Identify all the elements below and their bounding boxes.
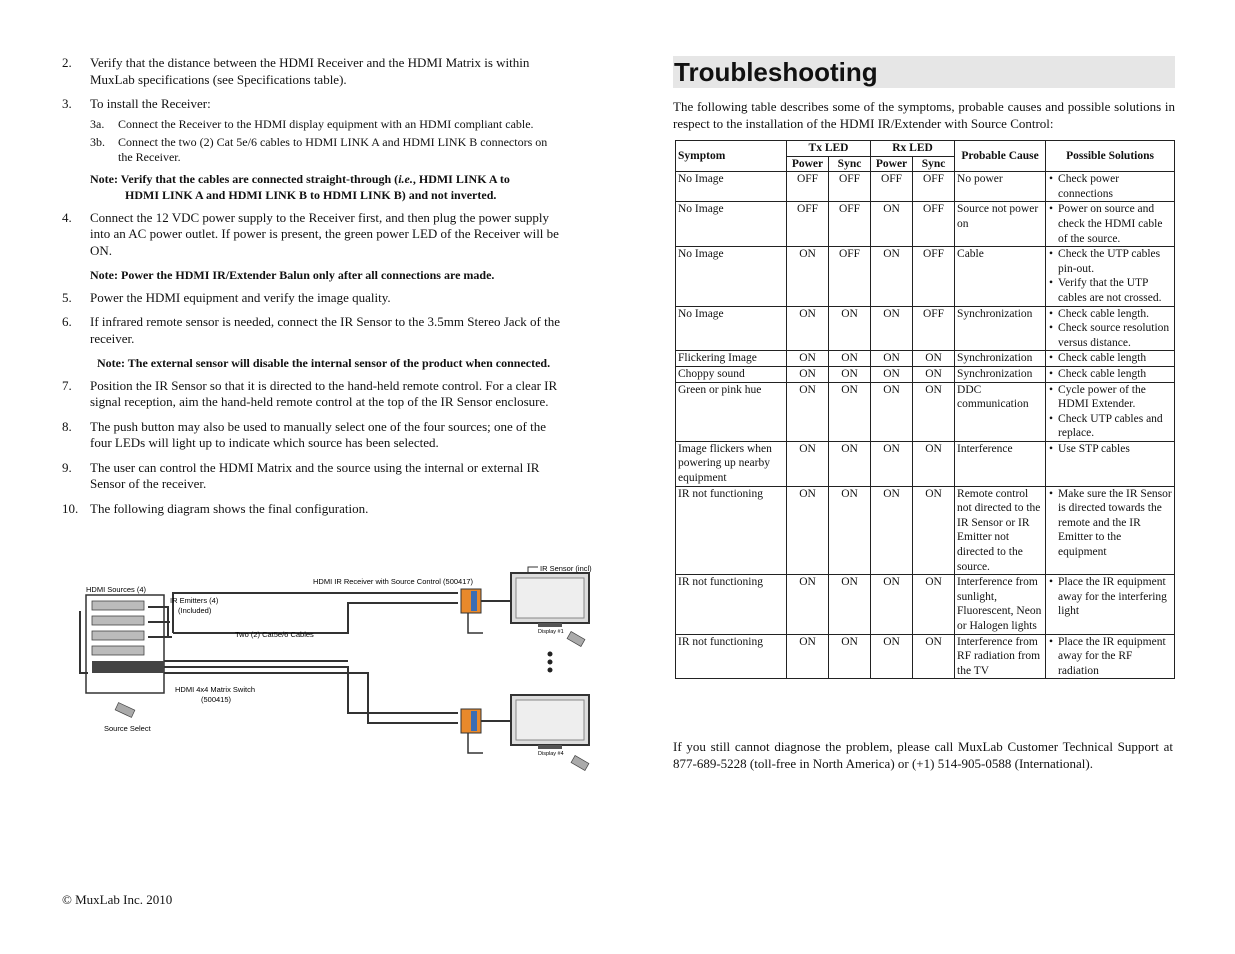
receiver-1 <box>461 589 481 613</box>
step-text: The push button may also be used to manually select one of the four sources; one of the four LEDs will light up to indicate which source has been selected. <box>90 418 546 450</box>
substep-3a <box>90 117 562 132</box>
step-text: The user can control the HDMI Matrix and the source using the internal or external IR Sensor of the receiver. <box>90 459 540 491</box>
cell-tx-sync: ON <box>829 441 871 486</box>
step-9 <box>62 460 562 493</box>
solution-item: • Make sure the IR Sensor is directed towards the remote and the IR Emitter to the equipment <box>1048 487 1172 560</box>
cell-rx-sync: OFF <box>913 172 955 202</box>
step-10 <box>62 501 562 518</box>
display-1 <box>511 573 589 627</box>
header-rx-power: Power <box>871 156 913 172</box>
step-number: 6. <box>62 314 72 329</box>
cell-rx-power: ON <box>871 202 913 247</box>
substep-number: 3b. <box>90 134 105 149</box>
solution-item: • Check cable length <box>1048 351 1172 366</box>
cell-rx-sync: OFF <box>913 306 955 351</box>
solutions-list <box>1048 442 1172 457</box>
matrix-switch-device <box>92 661 164 673</box>
note-text: Note: Verify that the cables are connected straight-through ( <box>90 171 399 186</box>
cell-tx-sync: ON <box>829 634 871 679</box>
header-tx-sync: Sync <box>829 156 871 172</box>
header-rx-led: Rx LED <box>871 141 955 157</box>
copyright-footer: © MuxLab Inc. 2010 <box>62 892 173 907</box>
substep-text: Connect the Receiver to the HDMI display equipment with an HDMI compliant cable. <box>118 116 534 131</box>
cell-rx-power: ON <box>871 351 913 367</box>
table-row <box>676 247 1175 306</box>
step-text: If infrared remote sensor is needed, connect the IR Sensor to the 3.5mm Stereo Jack of the receiver. <box>90 314 561 346</box>
table-row <box>676 486 1175 575</box>
cell-solutions <box>1046 575 1175 634</box>
header-tx-led: Tx LED <box>787 141 871 157</box>
table-row <box>676 306 1175 351</box>
solution-item: • Place the IR equipment away for the RF radiation <box>1048 635 1172 679</box>
label-display-4: Display #4 <box>538 751 564 757</box>
note-straight-through <box>90 171 562 204</box>
cell-rx-sync: ON <box>913 575 955 634</box>
cell-tx-power: ON <box>787 366 829 382</box>
step-6 <box>62 314 562 347</box>
step-text: Verify that the distance between the HDMI Receiver and the HDMI Matrix is within MuxLab specifications (see Specifications table). <box>90 55 530 87</box>
cell-tx-sync: ON <box>829 382 871 441</box>
solutions-list <box>1048 635 1172 679</box>
solutions-list <box>1048 247 1172 305</box>
cell-tx-sync: OFF <box>829 247 871 306</box>
cell-symptom: Choppy sound <box>676 366 787 382</box>
support-paragraph: If you still cannot diagnose the problem, please call MuxLab Customer Technical Support at 877-689-5228 (toll-free in North America) or (+1) 514-905-0588 (International). <box>673 739 1173 771</box>
display-4 <box>511 695 589 749</box>
step-5 <box>62 290 562 307</box>
table-row <box>676 382 1175 441</box>
cell-solutions <box>1046 202 1175 247</box>
step-text: Power the HDMI equipment and verify the image quality. <box>90 289 391 305</box>
cell-solutions <box>1046 634 1175 679</box>
step-number: 8. <box>62 418 72 434</box>
solution-item: • Power on source and check the HDMI cable of the source. <box>1048 202 1172 246</box>
cell-cause: Interference from sunlight, Fluorescent, Neon or Halogen lights <box>955 575 1046 634</box>
header-cause: Probable Cause <box>955 141 1046 172</box>
cell-tx-sync: ON <box>829 306 871 351</box>
solution-item: • Use STP cables <box>1048 442 1172 457</box>
cell-tx-sync: OFF <box>829 172 871 202</box>
step-2 <box>62 55 562 88</box>
solutions-list <box>1048 202 1172 246</box>
cell-cause: Source not power on <box>955 202 1046 247</box>
cell-solutions <box>1046 351 1175 367</box>
note-external-sensor: Note: The external sensor will disable the internal sensor of the product when connected. <box>97 356 551 370</box>
label-hdmi-sources: HDMI Sources (4) <box>86 585 147 594</box>
label-included: (Included) <box>178 606 212 615</box>
label-ir-emitters: IR Emitters (4) <box>170 596 219 605</box>
table-row <box>676 441 1175 486</box>
cell-cause: No power <box>955 172 1046 202</box>
table-body <box>676 172 1175 679</box>
cell-symptom: IR not functioning <box>676 575 787 634</box>
cell-solutions <box>1046 247 1175 306</box>
step-number: 3. <box>62 96 72 111</box>
cell-rx-power: ON <box>871 247 913 306</box>
note-text: HDMI LINK A and HDMI LINK B to HDMI LINK B) and not inverted. <box>125 188 497 202</box>
cell-cause: Synchronization <box>955 306 1046 351</box>
note-power: Note: Power the HDMI IR/Extender Balun only after all connections are made. <box>90 268 495 282</box>
header-rx-sync: Sync <box>913 156 955 172</box>
table-row <box>676 575 1175 634</box>
label-display-1: Display #1 <box>538 629 564 635</box>
solution-item: • Check cable length <box>1048 367 1172 382</box>
header-tx-power: Power <box>787 156 829 172</box>
substep-text: Connect the two (2) Cat 5e/6 cables to HDMI LINK A and HDMI LINK B connectors on the Receiver. <box>118 134 548 164</box>
troubleshooting-section <box>673 56 1175 132</box>
solution-item: • Cycle power of the HDMI Extender. <box>1048 383 1172 412</box>
solution-item: • Check source resolution versus distance. <box>1048 321 1172 350</box>
cell-cause: Cable <box>955 247 1046 306</box>
section-title: Troubleshooting <box>673 56 1175 88</box>
cell-symptom: No Image <box>676 202 787 247</box>
cell-cause: Remote control not directed to the IR Sensor or IR Emitter not directed to the source. <box>955 486 1046 575</box>
cell-rx-sync: ON <box>913 351 955 367</box>
table-row <box>676 172 1175 202</box>
cell-symptom: No Image <box>676 306 787 351</box>
label-matrix-id: (500415) <box>201 695 232 704</box>
substep-3b <box>90 135 562 165</box>
table-row <box>676 634 1175 679</box>
step-text: Position the IR Sensor so that it is directed to the hand-held remote control. For a clear IR signal reception, aim the hand-held remote control at the top of the IR Sensor enclosure. <box>90 377 558 409</box>
cell-solutions <box>1046 172 1175 202</box>
label-receiver: HDMI IR Receiver with Source Control (500417) <box>313 577 474 586</box>
cell-symptom: Flickering Image <box>676 351 787 367</box>
step-text: Connect the 12 VDC power supply to the Receiver first, and then plug the power supply into an AC power outlet. If power is present, the green power LED of the Receiver will be ON. <box>90 209 559 258</box>
ellipsis-dots <box>548 652 553 673</box>
cell-tx-power: OFF <box>787 172 829 202</box>
note-emphasis: i.e. <box>398 171 413 186</box>
cell-symptom: No Image <box>676 172 787 202</box>
cell-tx-power: ON <box>787 486 829 575</box>
cell-rx-power: ON <box>871 634 913 679</box>
cell-symptom: Green or pink hue <box>676 382 787 441</box>
configuration-diagram <box>78 563 596 778</box>
cell-tx-sync: ON <box>829 366 871 382</box>
installation-steps <box>62 55 562 525</box>
cell-symptom: IR not functioning <box>676 486 787 575</box>
label-ir-sensor: IR Sensor (incl) <box>540 564 592 573</box>
cell-tx-sync: OFF <box>829 202 871 247</box>
cell-symptom: IR not functioning <box>676 634 787 679</box>
cell-rx-sync: ON <box>913 634 955 679</box>
cell-rx-power: ON <box>871 306 913 351</box>
note-text: , HDMI LINK A to <box>412 171 510 186</box>
cell-cause: Synchronization <box>955 366 1046 382</box>
solution-item: • Check the UTP cables pin-out. <box>1048 247 1172 276</box>
label-cables: Two (2) Cat5e/6 Cables <box>235 630 314 639</box>
step-number: 7. <box>62 377 72 393</box>
troubleshooting-table <box>675 140 1175 679</box>
cell-rx-power: ON <box>871 382 913 441</box>
cell-solutions <box>1046 366 1175 382</box>
solution-item: • Check UTP cables and replace. <box>1048 412 1172 441</box>
table-header-row <box>676 141 1175 157</box>
substep-number: 3a. <box>90 116 105 131</box>
cell-tx-power: ON <box>787 306 829 351</box>
header-symptom: Symptom <box>676 141 787 172</box>
label-source-select: Source Select <box>104 724 151 733</box>
cell-rx-sync: ON <box>913 486 955 575</box>
step-number: 2. <box>62 55 72 70</box>
step-text: To install the Receiver: <box>90 96 211 111</box>
solutions-list <box>1048 351 1172 366</box>
cell-tx-power: ON <box>787 247 829 306</box>
cell-tx-power: ON <box>787 575 829 634</box>
cell-solutions <box>1046 306 1175 351</box>
cell-cause: Interference from RF radiation from the TV <box>955 634 1046 679</box>
cell-tx-power: OFF <box>787 202 829 247</box>
cell-cause: Interference <box>955 441 1046 486</box>
cell-tx-power: ON <box>787 441 829 486</box>
cell-solutions <box>1046 486 1175 575</box>
cell-rx-power: ON <box>871 366 913 382</box>
label-matrix: HDMI 4x4 Matrix Switch <box>175 685 256 694</box>
solution-item: • Check cable length. <box>1048 307 1172 322</box>
power-cable-2 <box>468 733 483 753</box>
cell-tx-power: ON <box>787 634 829 679</box>
cell-tx-sync: ON <box>829 351 871 367</box>
step-4 <box>62 210 562 260</box>
step-text: The following diagram shows the final configuration. <box>90 500 369 516</box>
table-row <box>676 366 1175 382</box>
cell-symptom: No Image <box>676 247 787 306</box>
cell-rx-sync: OFF <box>913 247 955 306</box>
cell-tx-power: ON <box>787 351 829 367</box>
solutions-list <box>1048 487 1172 560</box>
cell-cause: DDC communication <box>955 382 1046 441</box>
cell-rx-sync: OFF <box>913 202 955 247</box>
step-number: 10. <box>62 500 79 516</box>
cell-rx-sync: ON <box>913 366 955 382</box>
cell-rx-power: ON <box>871 441 913 486</box>
step-number: 5. <box>62 289 72 305</box>
cell-cause: Synchronization <box>955 351 1046 367</box>
step-number: 9. <box>62 459 72 475</box>
step-number: 4. <box>62 209 72 225</box>
solutions-list <box>1048 307 1172 351</box>
cell-rx-power: ON <box>871 575 913 634</box>
intro-paragraph: The following table describes some of the symptoms, probable causes and possible solutions in respect to the installation of the HDMI IR/Extender with Source Control: <box>673 99 1175 131</box>
cell-rx-power: ON <box>871 486 913 575</box>
solutions-list <box>1048 383 1172 441</box>
cell-rx-power: OFF <box>871 172 913 202</box>
solution-item: • Verify that the UTP cables are not crossed. <box>1048 276 1172 305</box>
solutions-list <box>1048 172 1172 201</box>
solutions-list <box>1048 367 1172 382</box>
solution-item: • Check power connections <box>1048 172 1172 201</box>
cell-tx-power: ON <box>787 382 829 441</box>
cell-solutions <box>1046 382 1175 441</box>
cell-tx-sync: ON <box>829 486 871 575</box>
table-row <box>676 202 1175 247</box>
step-3 <box>62 96 562 113</box>
cell-solutions <box>1046 441 1175 486</box>
solution-item: • Place the IR equipment away for the interfering light <box>1048 575 1172 619</box>
step-7 <box>62 378 562 411</box>
receiver-2 <box>461 709 481 733</box>
cell-tx-sync: ON <box>829 575 871 634</box>
table-row <box>676 351 1175 367</box>
cell-symptom: Image flickers when powering up nearby equipment <box>676 441 787 486</box>
step-8 <box>62 419 562 452</box>
solutions-list <box>1048 575 1172 619</box>
cell-rx-sync: ON <box>913 382 955 441</box>
power-cable-1 <box>468 613 483 633</box>
header-solutions: Possible Solutions <box>1046 141 1175 172</box>
cell-rx-sync: ON <box>913 441 955 486</box>
